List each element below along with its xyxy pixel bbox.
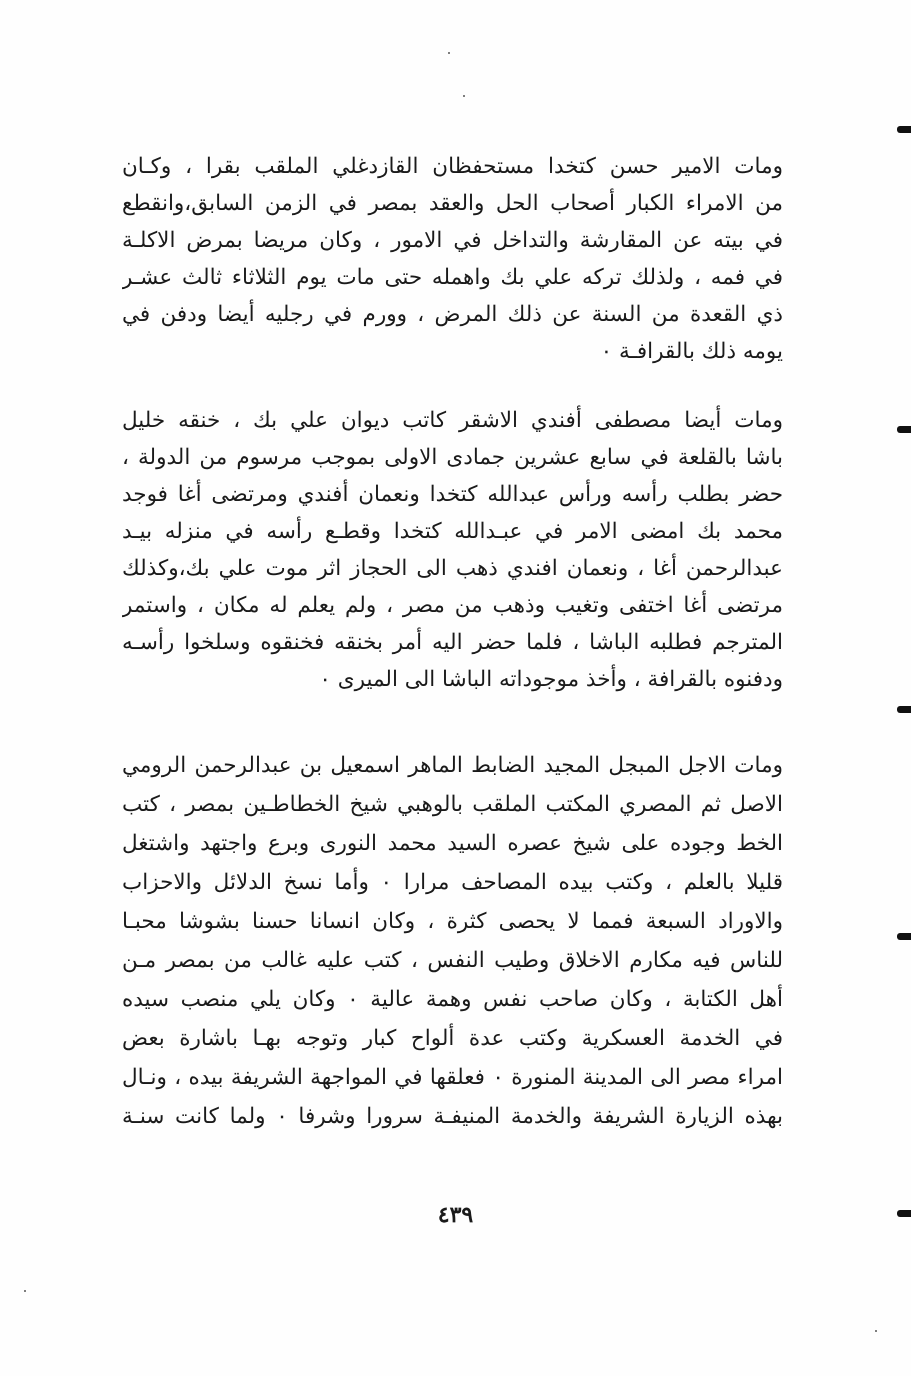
text-line: بهذه الزيارة الشريفة والخدمة المنيفـة سرورا وشرفا ٠ ولما كانت سنـة xyxy=(122,1104,783,1129)
text-line: عبدالرحمن أغا ، ونعمان افندي ذهب الى الحجاز اثر موت علي بك،وكذلك xyxy=(122,556,783,581)
text-line: الخط وجوده على شيخ عصره السيد محمد النورى وبرع واجتهد واشتغل xyxy=(122,831,783,856)
text-line: الاصل ثم المصري المكتب الملقب بالوهبي شيخ الخطاطـين بمصر ، كتب xyxy=(122,792,783,817)
text-line: محمد بك امضى الامر في عبـدالله كتخدا وقطـع رأسه في منزله بيـد xyxy=(122,519,783,544)
text-line: في الخدمة العسكرية وكتب عدة ألواح كبار وتوجه بهـا باشارة بعض xyxy=(122,1026,783,1051)
scan-edge-mark xyxy=(897,1210,911,1217)
text-line: في بيته عن المقارشة والتداخل في الامور ، وكان مريضا بمرض الاكلـة xyxy=(122,228,783,253)
scan-speck xyxy=(875,1330,877,1332)
paragraph-mustafa-efendi xyxy=(122,402,783,698)
text-line: للناس فيه مكارم الاخلاق وطيب النفس ، كتب عليه غالب من بمصر مـن xyxy=(122,948,783,973)
text-line: قليلا بالعلم ، وكتب بيده المصاحف مرارا ٠ وأما نسخ الدلائل والاحزاب xyxy=(122,870,783,895)
paragraph-ismail-wahbi xyxy=(122,746,783,1136)
text-line: ذي القعدة من السنة عن ذلك المرض ، وورم في رجليه أيضا ودفن في xyxy=(122,302,783,327)
text-line: ومات الاجل المبجل المجيد الضابط الماهر اسمعيل بن عبدالرحمن الرومي xyxy=(122,753,783,778)
text-line: المترجم فطلبه الباشا ، فلما حضر اليه أمر بخنقه فخنقوه وسلخوا رأسـه xyxy=(122,630,783,655)
text-line: أهل الكتابة ، وكان صاحب نفس وهمة عالية ٠ وكان يلي منصب سيده xyxy=(122,987,783,1012)
text-line: حضر بطلب رأسه ورأس عبدالله كتخدا ونعمان أفندي ومرتضى أغا فوجد xyxy=(122,482,783,507)
text-line: ودفنوه بالقرافة ، وأخذ موجوداته الباشا الى الميرى ٠ xyxy=(319,667,783,692)
text-line: ومات أيضا مصطفى أفندي الاشقر كاتب ديوان علي بك ، خنقه خليل xyxy=(122,408,783,433)
text-line: ومات الامير حسن كتخدا مستحفظان القازدغلي الملقب بقرا ، وكـان xyxy=(122,154,783,179)
text-line: باشا بالقلعة في سابع عشرين جمادى الاولى بموجب مرسوم من الدولة ، xyxy=(122,445,783,470)
text-line: من الامراء الكبار أصحاب الحل والعقد بمصر في الزمن السابق،وانقطع xyxy=(122,191,783,216)
text-line: امراء مصر الى المدينة المنورة ٠ فعلقها في المواجهة الشريفة بيده ، ونـال xyxy=(122,1065,783,1090)
text-line: يومه ذلك بالقرافـة ٠ xyxy=(600,339,783,364)
paragraph-hasan-katkhuda xyxy=(122,148,783,370)
text-line: في فمه ، ولذلك تركه علي بك واهمله حتى مات يوم الثلاثاء ثالث عشـر xyxy=(122,265,783,290)
scan-speck xyxy=(463,95,465,97)
scan-edge-mark xyxy=(897,933,911,940)
text-line: والاوراد السبعة فمما لا يحصى كثرة ، وكان انسانا حسنا بشوشا محبـا xyxy=(122,909,783,934)
page-number: ٤٣٩ xyxy=(437,1202,474,1228)
scan-speck xyxy=(24,1290,26,1292)
text-line: مرتضى أغا اختفى وتغيب وذهب من مصر ، ولم يعلم له مكان ، واستمر xyxy=(122,593,783,618)
scan-edge-mark xyxy=(897,426,911,433)
scan-speck xyxy=(448,52,450,54)
scan-edge-mark xyxy=(897,126,911,133)
scan-edge-mark xyxy=(897,706,911,713)
